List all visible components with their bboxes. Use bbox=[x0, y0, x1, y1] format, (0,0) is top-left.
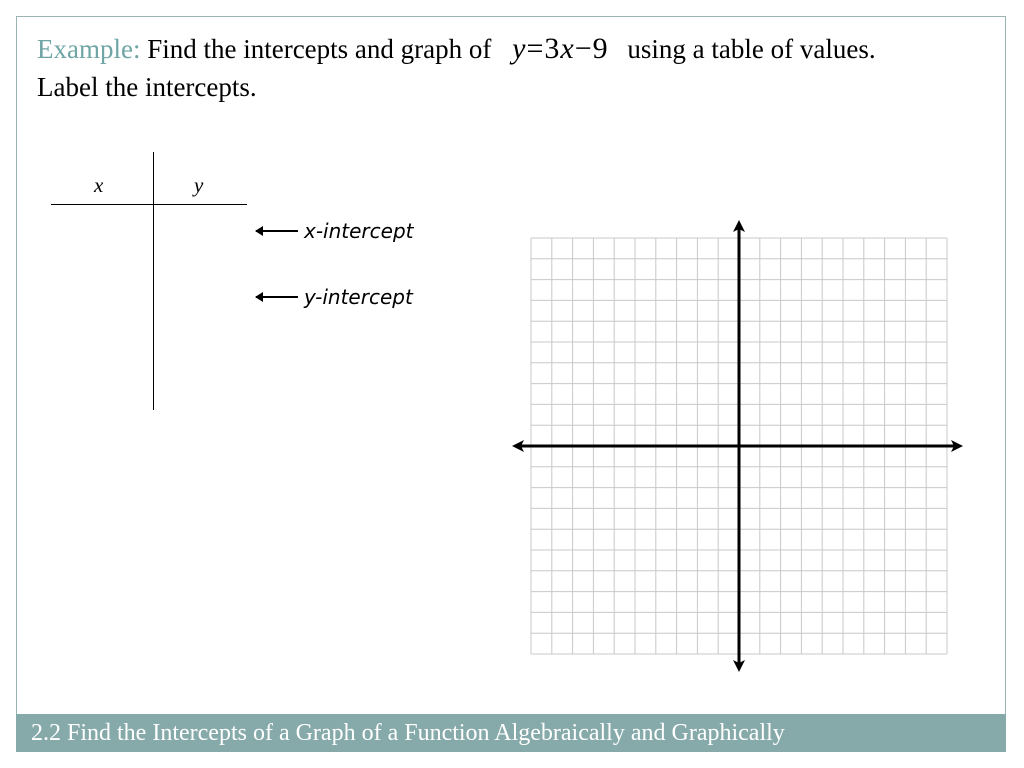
table-vertical-rule bbox=[153, 152, 154, 410]
problem-text-before: Find the intercepts and graph of bbox=[147, 34, 492, 64]
equation-equals: = bbox=[526, 32, 545, 65]
coordinate-grid bbox=[510, 218, 965, 674]
equation-coef: 3 bbox=[544, 32, 561, 65]
graph-paper bbox=[510, 218, 965, 674]
footer-title: 2.2 Find the Intercepts of a Graph of a Function Algebraically and Graphically bbox=[31, 720, 785, 746]
equation bbox=[512, 32, 609, 65]
table-horizontal-rule bbox=[51, 204, 247, 205]
equation-op: − bbox=[574, 32, 593, 65]
equation-lhs: y bbox=[512, 32, 527, 65]
equation-var: x bbox=[560, 32, 575, 65]
table-header-x: x bbox=[94, 173, 104, 197]
equation-const: 9 bbox=[592, 32, 609, 65]
y-intercept-text: y-intercept bbox=[304, 285, 413, 309]
table-header-y: y bbox=[194, 173, 204, 197]
example-label: Example: bbox=[37, 34, 141, 64]
left-arrow-icon bbox=[256, 296, 298, 298]
x-intercept-label bbox=[256, 218, 414, 244]
problem-text-after: using a table of values. Label the intercepts. bbox=[37, 34, 876, 102]
left-arrow-icon bbox=[256, 230, 298, 232]
y-intercept-label bbox=[256, 284, 413, 310]
problem-statement bbox=[37, 30, 937, 106]
x-intercept-text: x-intercept bbox=[304, 219, 414, 243]
footer-bar bbox=[16, 714, 1006, 752]
